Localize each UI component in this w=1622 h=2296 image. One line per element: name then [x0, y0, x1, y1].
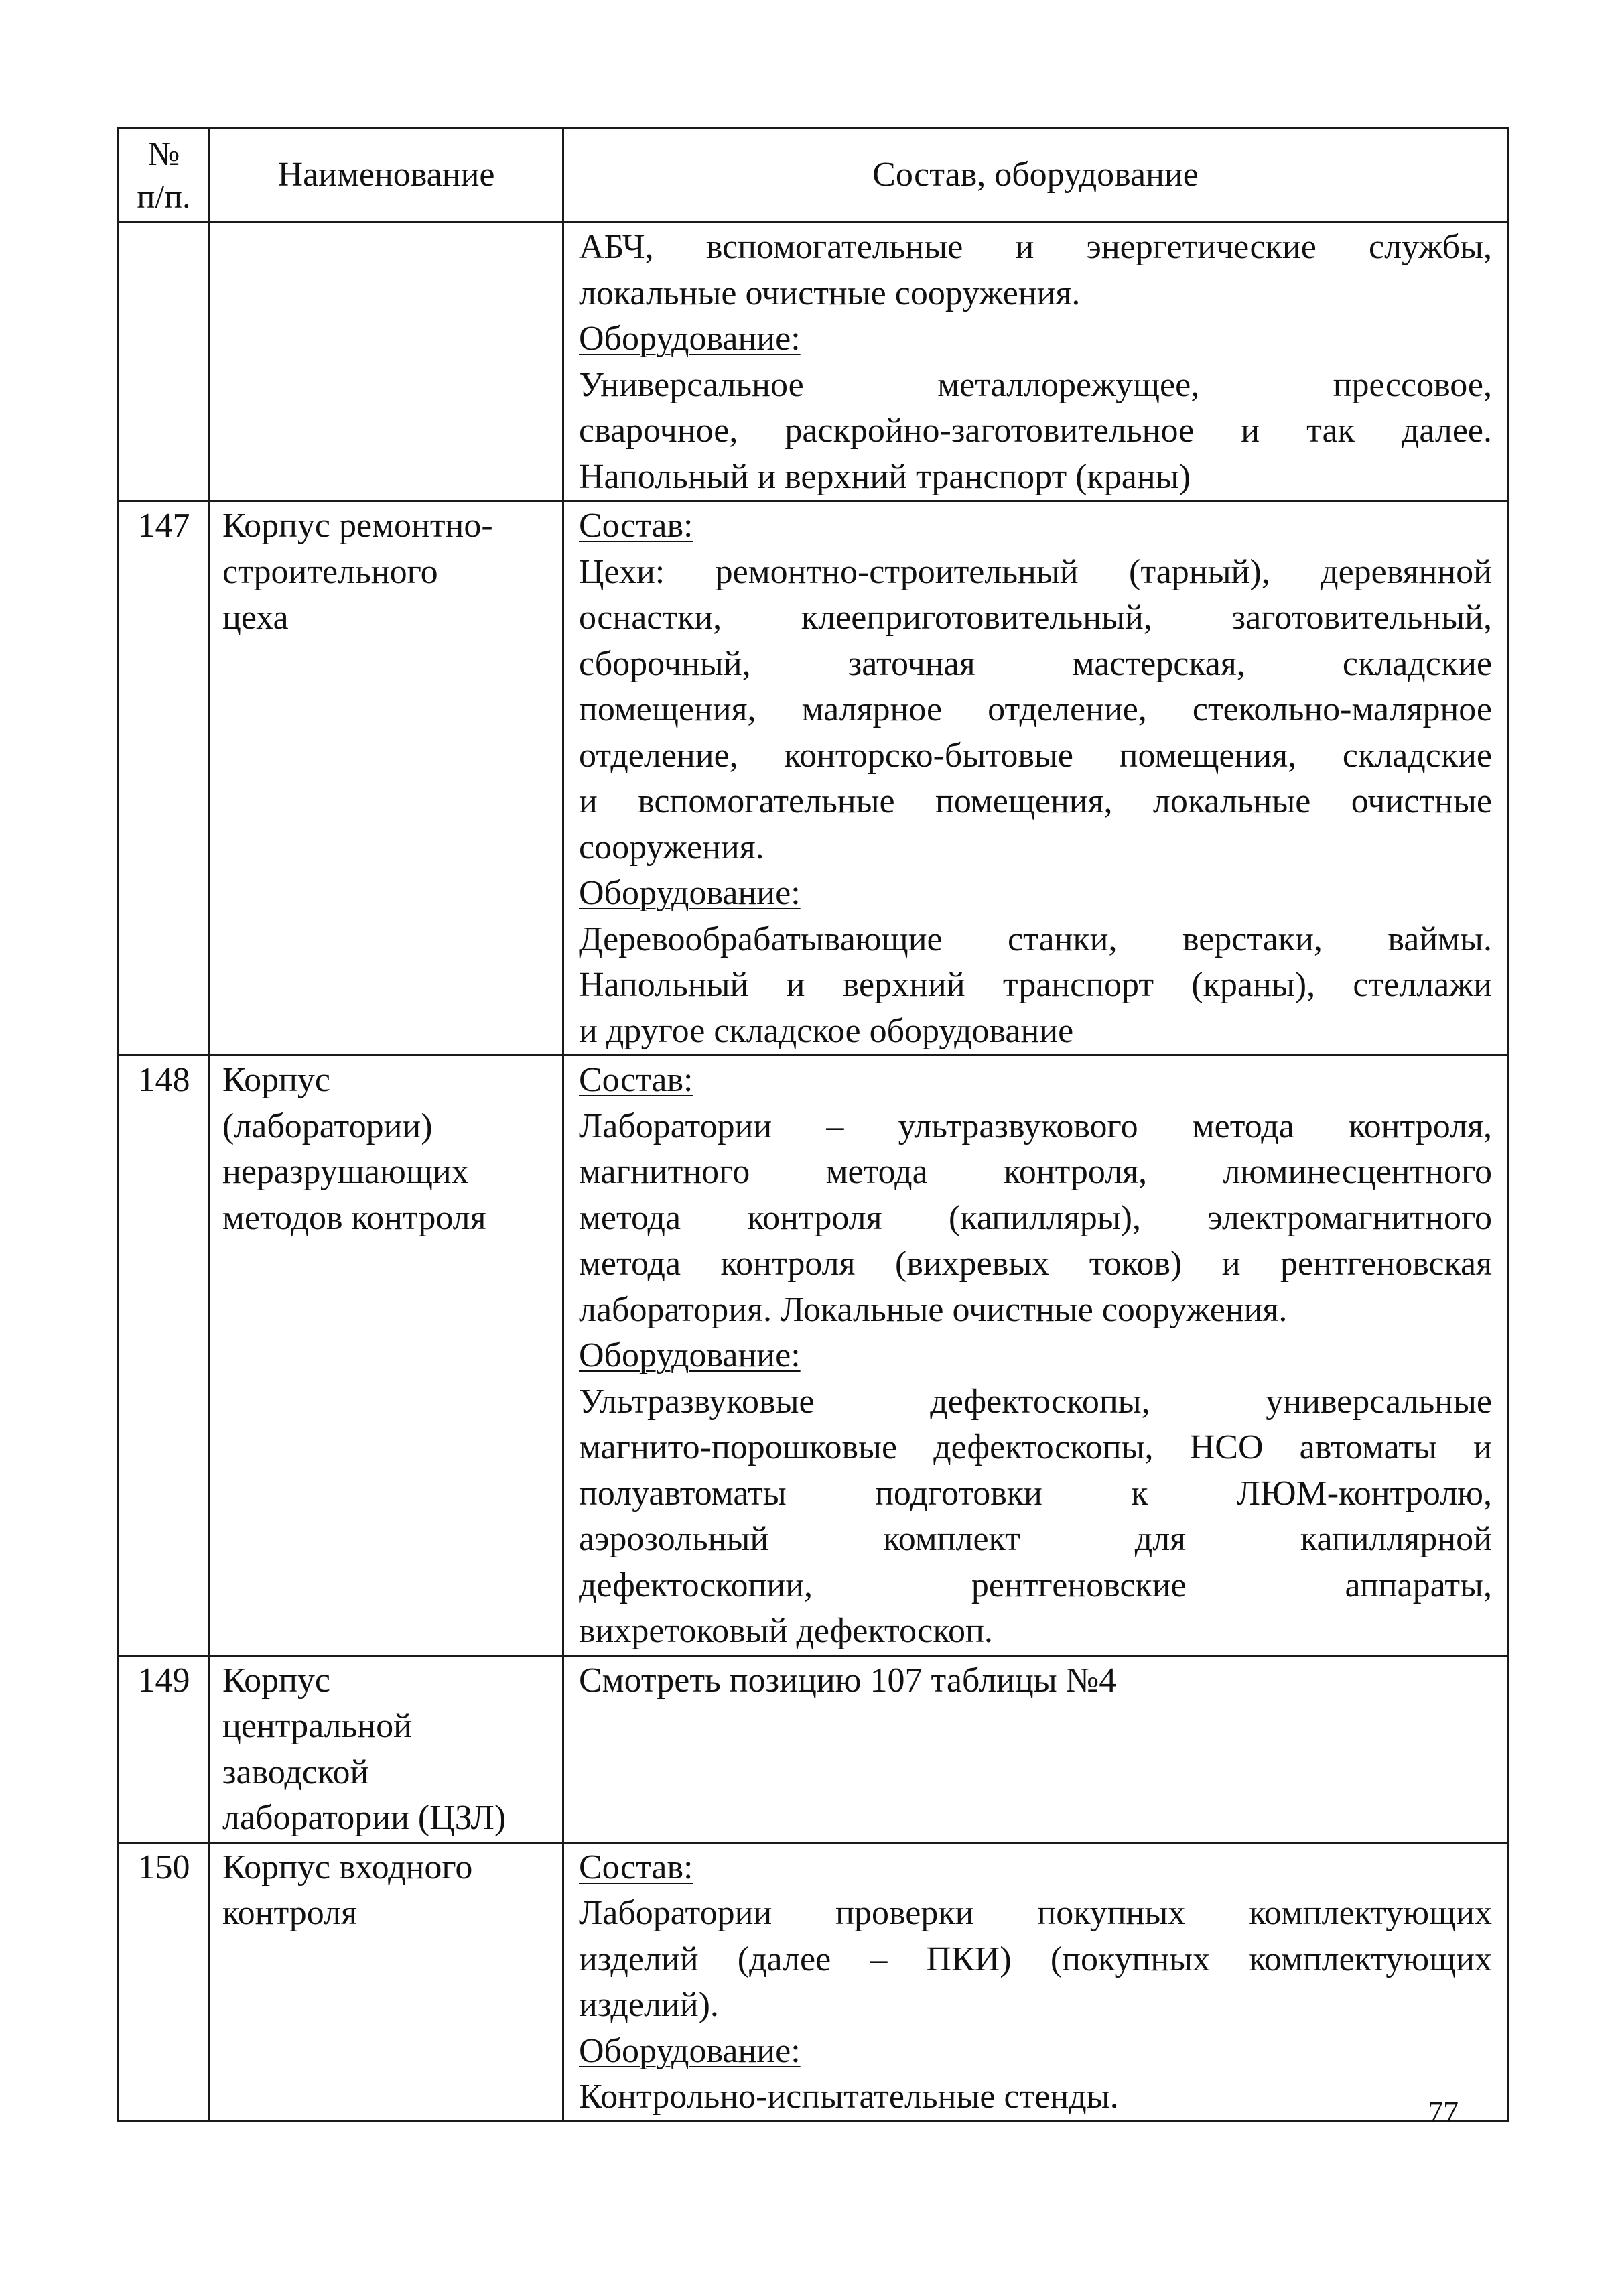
row-composition — [563, 501, 1508, 1056]
table-row-147 — [119, 501, 1508, 1056]
composition-line: Лаборатории проверки покупных комплектующих — [579, 1894, 1492, 1932]
composition-line: Цехи: ремонтно-строительный (тарный), деревянной — [579, 552, 1492, 591]
composition-line: Универсальное металлорежущее, прессовое, — [579, 365, 1492, 404]
row-name — [210, 501, 563, 1056]
row-name — [210, 1842, 563, 2121]
row-number: 149 — [119, 1655, 210, 1842]
name-line: неразрушающих — [222, 1153, 469, 1191]
name-line: строительного — [222, 552, 438, 591]
row-composition — [563, 1655, 1508, 1842]
composition-line: магнитного метода контроля, люминесцентного — [579, 1153, 1492, 1191]
name-line: Корпус — [222, 1661, 331, 1700]
header-name: Наименование — [210, 129, 563, 222]
table-row-148 — [119, 1056, 1508, 1656]
composition-line: сварочное, раскройно-заготовительное и так далее. — [579, 411, 1492, 450]
row-name — [210, 1655, 563, 1842]
name-line: цеха — [222, 598, 289, 637]
composition-line: и другое складское оборудование — [579, 1011, 1074, 1050]
composition-line: метода контроля (вихревых токов) и рентгеновская — [579, 1245, 1492, 1283]
composition-line: Деревообрабатывающие станки, верстаки, ваймы. — [579, 919, 1492, 958]
composition-line: аэрозольный комплект для капиллярной — [579, 1520, 1492, 1558]
header-number-abbr: п/п. — [137, 178, 191, 215]
equipment-label: Оборудование: — [579, 2031, 801, 2070]
row-number: 148 — [119, 1056, 210, 1656]
header-number-symbol: № — [147, 135, 180, 172]
name-line: методов контроля — [222, 1198, 486, 1237]
composition-line: изделий). — [579, 1986, 719, 2024]
name-line: лаборатории (ЦЗЛ) — [222, 1799, 506, 1837]
composition-table — [117, 127, 1509, 2122]
composition-line: сооружения. — [579, 828, 764, 867]
equipment-label: Оборудование: — [579, 874, 801, 912]
table-row-continuation — [119, 222, 1508, 501]
composition-label: Состав: — [579, 507, 693, 545]
composition-line: АБЧ, вспомогательные и энергетические службы, — [579, 228, 1492, 266]
row-composition — [563, 1056, 1508, 1656]
composition-line: изделий (далее – ПКИ) (покупных комплектующих — [579, 1939, 1492, 1978]
row-name — [210, 222, 563, 501]
composition-line: Контрольно-испытательные стенды. — [579, 2078, 1119, 2116]
composition-line: лаборатория. Локальные очистные сооружения. — [579, 1290, 1288, 1329]
composition-line: и вспомогательные помещения, локальные очистные — [579, 782, 1492, 820]
name-line: заводской — [222, 1752, 369, 1791]
composition-line: дефектоскопии, рентгеновские аппараты, — [579, 1566, 1492, 1604]
composition-line: помещения, малярное отделение, стекольно-малярное — [579, 690, 1492, 728]
table-row-150 — [119, 1842, 1508, 2121]
row-composition — [563, 1842, 1508, 2121]
composition-line: Смотреть позицию 107 таблицы №4 — [579, 1661, 1117, 1700]
composition-line: Ультразвуковые дефектоскопы, универсальные — [579, 1382, 1492, 1421]
name-line: (лаборатории) — [222, 1106, 433, 1145]
composition-label: Состав: — [579, 1848, 693, 1887]
composition-line: отделение, конторско-бытовые помещения, складские — [579, 736, 1492, 775]
equipment-label: Оборудование: — [579, 320, 801, 358]
equipment-label: Оборудование: — [579, 1336, 801, 1375]
table-row-149 — [119, 1655, 1508, 1842]
composition-line: сборочный, заточная мастерская, складские — [579, 644, 1492, 683]
row-name — [210, 1056, 563, 1656]
composition-line: локальные очистные сооружения. — [579, 273, 1081, 312]
row-number — [119, 222, 210, 501]
composition-line: вихретоковый дефектоскоп. — [579, 1612, 993, 1650]
name-line: контроля — [222, 1894, 357, 1932]
header-number — [119, 129, 210, 222]
name-line: Корпус ремонтно- — [222, 507, 493, 545]
name-line: центральной — [222, 1707, 412, 1745]
composition-line: оснастки, клееприготовительный, заготовительный, — [579, 598, 1492, 637]
name-line: Корпус — [222, 1061, 331, 1099]
row-number: 150 — [119, 1842, 210, 2121]
name-line: Корпус входного — [222, 1848, 473, 1887]
row-composition — [563, 222, 1508, 501]
composition-line: полуавтоматы подготовки к ЛЮМ-контролю, — [579, 1474, 1492, 1513]
page-number: 77 — [1428, 2095, 1459, 2129]
composition-line: метода контроля (капилляры), электромагнитного — [579, 1198, 1492, 1237]
composition-line: Лаборатории – ультразвукового метода контроля, — [579, 1106, 1492, 1145]
composition-line: Напольный и верхний транспорт (краны) — [579, 457, 1191, 496]
composition-line: Напольный и верхний транспорт (краны), стеллажи — [579, 966, 1492, 1004]
row-number: 147 — [119, 501, 210, 1056]
composition-label: Состав: — [579, 1061, 693, 1099]
table-header-row — [119, 129, 1508, 222]
header-composition: Состав, оборудование — [563, 129, 1508, 222]
composition-line: магнито-порошковые дефектоскопы, НСО автоматы и — [579, 1428, 1492, 1466]
